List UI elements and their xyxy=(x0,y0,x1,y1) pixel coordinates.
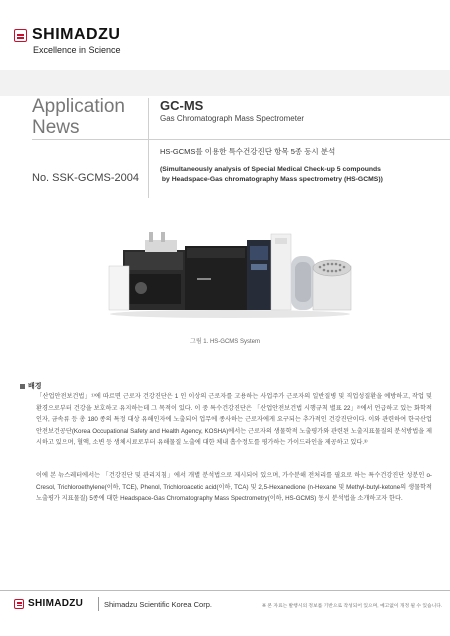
product-name: GC-MS xyxy=(160,98,204,113)
paragraph-2: 이에 본 뉴스레터에서는 「건강진단 및 관리지침」에서 개별 분석법으로 제시되어 있으며, 가수분해 전처리를 필요로 하는 특수건강진단 성분인 o-Cresol, Trichloroethylene(이하, TCE), Phenol, Trichloroacetic acid(이하, TCA) 및 2,5-Hexanedione (n-Hexane 및 Methyl-butyl-ketone의 생물학적 노출평가 지표물질) 5종에 대한 Headspace-Gas Chromatography Mass Spectrometry(이하, HS-GCMS) 동시 분석법을 소개하고자 한다. xyxy=(36,472,432,503)
application-news-title xyxy=(32,96,125,138)
tagline: Excellence in Science xyxy=(33,45,121,55)
shimadzu-logo xyxy=(14,26,120,44)
document-title-english xyxy=(160,165,440,185)
paragraph-1: 「산업안전보건법」¹⁾에 따르면 근로자 건강진단은 1 인 이상의 근로자를 고용하는 사업주가 근로자의 일반질병 및 직업성질환을 예방하고, 작업 및 환경으로부터 건강을 보호하고 유지하는데 그 목적이 있다. 이 중 특수건강진단은 「산업안전보건법 시행규칙 별표 22」²⁾에서 언급하고 있는 화학적인자, 금속류 등 총 180 종의 특정 대상 유해인자에 노출되어 업무에 종사하는 근로자에게 요구되는 추가적인 건강진단이다. 이와 관련하여 한국산업안전보건공단(Korea Occupational Safety and Health Agency, KOSHA)에서는 근로자의 생물학적 노출평가와 관련된 노출지표물질의 분석방법을 제시하고 있으며, 혈액, 소변 등 생체시료로부터 유해물질 노출에 대한 체내 흡수정도를 평가하는 가이드라인을 제공하고 있다.³⁾ xyxy=(36,393,432,447)
figure-caption: 그림 1. HS-GCMS System xyxy=(190,339,260,345)
section-heading-text: 배경 xyxy=(28,383,42,390)
footer-corporation: Shimadzu Scientific Korea Corp. xyxy=(104,600,212,609)
footer-logo xyxy=(14,598,83,609)
title-divider-vertical xyxy=(148,98,149,198)
footer-separator xyxy=(98,597,99,611)
footer-brand: SHIMADZU xyxy=(28,598,84,609)
app-news-line-1: Application xyxy=(32,96,125,117)
section-heading xyxy=(20,381,42,391)
footer-disclaimer: ※ 본 자료는 발행시의 정보를 기반으로 작성되어 있으며, 예고없이 개정 될 수 있습니다. xyxy=(262,604,443,609)
product-subtitle: Gas Chromatograph Mass Spectrometer xyxy=(160,114,305,123)
brand-name: SHIMADZU xyxy=(32,26,121,43)
document-number: No. SSK-GCMS-2004 xyxy=(32,172,139,184)
shimadzu-logo-icon xyxy=(14,599,24,609)
document-title-korean: HS-GCMS를 이용한 특수건강진단 항목 5종 동시 분석 xyxy=(160,147,336,156)
app-news-line-2: News xyxy=(32,117,80,138)
shimadzu-logo-icon xyxy=(14,29,27,42)
title-en-line-2: by Headspace-Gas chromatography Mass spectrometry (HS-GCMS)) xyxy=(160,176,383,183)
footer-divider xyxy=(0,590,450,591)
header-band xyxy=(0,70,450,96)
square-bullet-icon xyxy=(20,384,25,389)
title-en-line-1: (Simultaneously analysis of Special Medical Check-up 5 compounds xyxy=(160,166,381,173)
hs-gcms-system-image xyxy=(105,218,355,318)
title-divider-horizontal xyxy=(32,139,450,140)
